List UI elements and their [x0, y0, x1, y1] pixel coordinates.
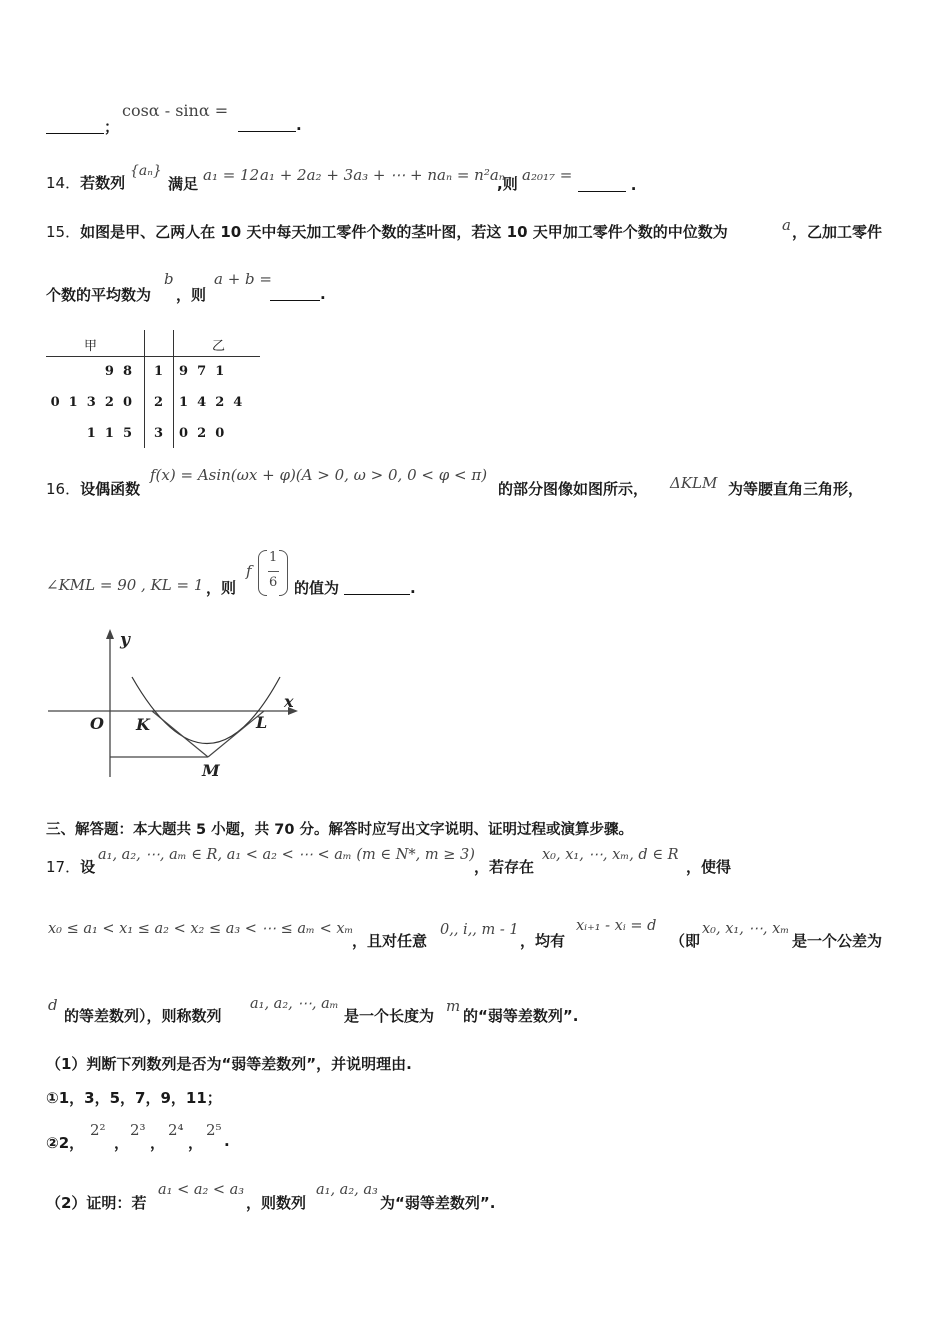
q17-var-d: d	[48, 996, 58, 1014]
q16-blank: .	[344, 579, 416, 597]
q16-fraction	[258, 548, 288, 598]
question-14: 14．若数列	[46, 174, 126, 192]
header-jia: 甲	[84, 339, 98, 354]
comma: ，	[114, 1134, 130, 1152]
question-number: 16．	[46, 480, 81, 498]
q14-text3: ,则	[497, 175, 518, 193]
q17-item1: ①1，3，5，7，9，11；	[46, 1089, 222, 1107]
segment-km	[152, 711, 208, 757]
q17-text2: ，若存在	[474, 858, 535, 876]
q16-cond: ∠KML = 90 , KL = 1	[46, 576, 204, 594]
q17-expr2: x₀, x₁, ⋯, xₘ, d ∈ R	[542, 847, 679, 863]
q17-text10: 的“弱等差数列”.	[463, 1007, 579, 1025]
q17-text3: ，使得	[686, 858, 732, 876]
q14-ask: a₂₀₁₇ =	[522, 166, 573, 184]
q17-expr1: a₁, a₂, ⋯, aₘ ∈ R, a₁ < a₂ < ⋯ < aₘ (m ∈ N*, m ≥ 3)	[98, 847, 475, 863]
row3-right: 0 2 0	[179, 426, 225, 441]
q15-text4: ，则	[176, 286, 207, 304]
label-x: x	[284, 692, 294, 711]
q17-part2-c: 为“弱等差数列”.	[380, 1194, 496, 1212]
q17-text9: 是一个长度为	[344, 1007, 435, 1025]
q15-text2: ，乙加工零件	[792, 223, 883, 241]
header-yi: 乙	[212, 339, 226, 354]
q14-cond1: a₁ = 12	[203, 166, 260, 184]
row3-left: 1 1 5	[86, 426, 132, 441]
q14-cond2: a₁ + 2a₂ + 3a₃ + ⋯ + naₙ = n²aₙ	[260, 166, 505, 184]
fraction-numerator: 1	[269, 550, 278, 565]
q17-expr5: xᵢ₊₁ - xᵢ = d	[576, 918, 657, 934]
q17-expr4: 0,, i,, m - 1	[440, 922, 519, 938]
top-line: ；	[46, 116, 119, 137]
row2-left: 0 1 3 2 0	[50, 395, 132, 410]
label-o: O	[90, 714, 104, 733]
q17-text4: ，且对任意	[352, 932, 428, 950]
q16-text5: 的值为	[294, 579, 340, 597]
stem-divider-right	[173, 330, 174, 448]
row1-stem: 1	[154, 364, 164, 379]
q17-item2-term2: 2³	[130, 1121, 146, 1139]
label-y: y	[120, 630, 130, 650]
q17-expr3: x₀ ≤ a₁ < x₁ ≤ a₂ < x₂ ≤ a₃ < ⋯ ≤ aₘ < xₘ	[48, 921, 354, 937]
label-l: L	[256, 713, 268, 732]
q17-item2-term1: 2²	[90, 1121, 106, 1139]
question-15: 15．如图是甲、乙两人在 10 天中每天加工零件个数的茎叶图，若这 10 天甲加工零件个数的中位数为	[46, 223, 728, 241]
comma: ，	[150, 1134, 166, 1152]
top-expr: cosα - sinα =	[122, 101, 229, 120]
q16-func: f(x) = Asin(ωx + φ)(A > 0, ω > 0, 0 < φ < π)	[150, 466, 488, 484]
function-graph	[40, 625, 310, 785]
stem-divider-left	[144, 330, 145, 448]
y-axis-arrow	[106, 629, 114, 639]
q15-text3: 个数的平均数为	[46, 286, 152, 304]
q17-part2-expr2: a₁, a₂, a₃	[316, 1182, 378, 1198]
q17-part1: （1）判断下列数列是否为“弱等差数列”，并说明理由.	[46, 1055, 412, 1073]
q16-text3: 为等腰直角三角形，	[728, 480, 864, 498]
q17-part2-expr: a₁ < a₂ < a₃	[158, 1182, 245, 1198]
q17-item2-term3: 2⁴	[168, 1121, 184, 1139]
top-blank: .	[238, 116, 302, 134]
q17-text8: 的等差数列），则称数列	[64, 1007, 222, 1025]
q17-var-m: m	[446, 997, 461, 1015]
cosine-curve	[132, 677, 280, 744]
q16-text2: 的部分图像如图所示，	[498, 480, 649, 498]
row2-stem: 2	[154, 395, 164, 410]
q15-var-a: a	[782, 216, 791, 234]
row3-stem: 3	[154, 426, 164, 441]
q17-expr7: a₁, a₂, ⋯, aₘ	[250, 996, 339, 1012]
q16-f: f	[246, 562, 252, 580]
q14-seq: {aₙ}	[130, 163, 162, 179]
q17-expr6: x₀, x₁, ⋯, xₘ	[702, 921, 790, 937]
question-number: 14．	[46, 174, 81, 192]
question-number: 15．	[46, 223, 81, 241]
q14-blank: .	[578, 176, 636, 194]
q14-text2: 满足	[168, 175, 199, 193]
label-m: M	[202, 761, 220, 780]
q15-blank: .	[270, 285, 326, 303]
comma: ，	[188, 1134, 204, 1152]
q15-var-b: b	[164, 270, 174, 288]
paren-right	[279, 550, 288, 596]
question-17: 17．设	[46, 858, 96, 876]
q17-item2-end: .	[224, 1132, 230, 1150]
header-divider	[46, 356, 260, 357]
paren-left	[258, 550, 267, 596]
q16-tri: ΔKLM	[670, 474, 718, 492]
q17-text5: ，均有	[520, 932, 566, 950]
fraction-denominator: 6	[269, 575, 278, 590]
q17-part2-b: ，则数列	[246, 1194, 307, 1212]
section-heading: 三、解答题：本大题共 5 小题，共 70 分。解答时应写出文字说明、证明过程或演算步骤。	[46, 822, 633, 838]
stem-leaf-plot	[46, 330, 260, 448]
q17-item2-term4: 2⁵	[206, 1121, 222, 1139]
q17-text6: （即	[670, 932, 701, 950]
q15-ask: a + b =	[214, 270, 272, 288]
q17-part2-a: （2）证明：若	[46, 1194, 147, 1212]
row2-right: 1 4 2 4	[179, 395, 243, 410]
row1-left: 9 8	[104, 364, 132, 379]
q17-item2-label: ②2，	[46, 1134, 85, 1152]
question-number: 17．	[46, 858, 81, 876]
fraction-bar	[268, 571, 279, 572]
label-k: K	[136, 715, 150, 734]
answer-blank	[46, 133, 104, 134]
question-16: 16．设偶函数	[46, 480, 141, 498]
q17-text7: 是一个公差为	[792, 932, 883, 950]
row1-right: 9 7 1	[179, 364, 225, 379]
q16-text4: ，则	[206, 579, 237, 597]
